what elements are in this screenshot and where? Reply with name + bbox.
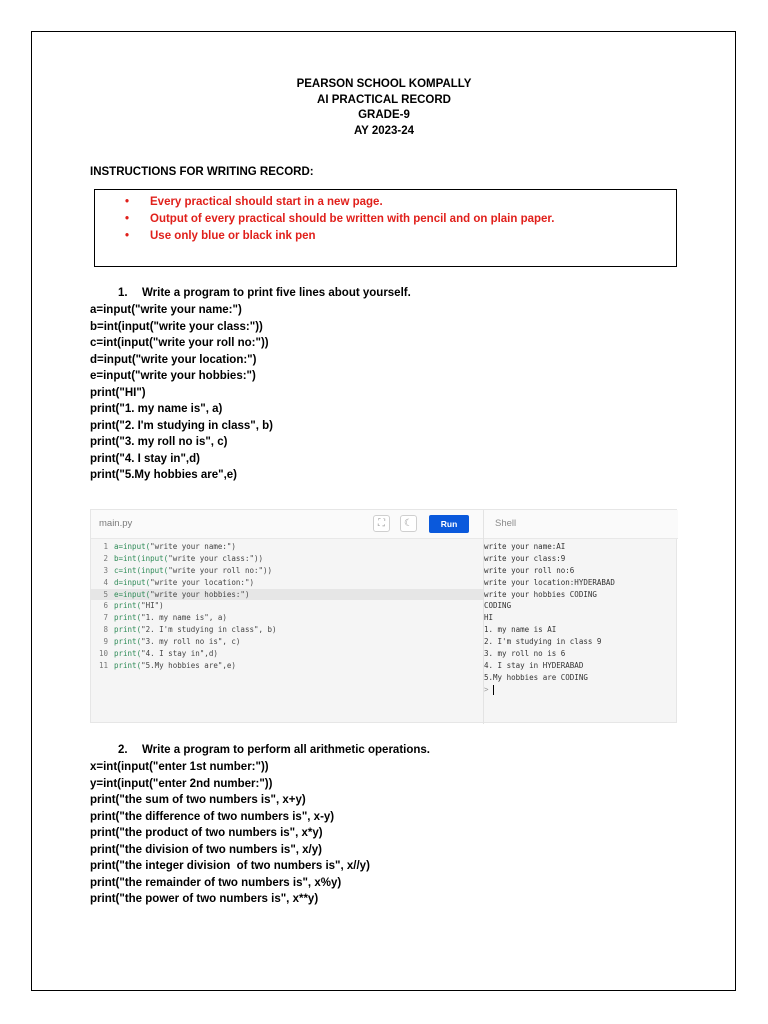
line-number: 4 (103, 577, 108, 587)
code-line: y=int(input("enter 2nd number:")) (90, 777, 273, 790)
bullet-icon: • (125, 213, 130, 225)
code-line: print("3. my roll no is", c) (90, 436, 228, 448)
school-name: PEARSON SCHOOL KOMPALLY (296, 78, 472, 90)
code-line: print("the sum of two numbers is", x+y) (90, 794, 306, 806)
line-number: 5 (103, 589, 108, 599)
shell-tab: Shell (495, 518, 517, 529)
code-text: "write your location:") (150, 577, 254, 587)
grade-label: GRADE-9 (358, 109, 410, 121)
code-text: "1. my name is", a) (141, 613, 227, 623)
line-number: 9 (103, 637, 108, 647)
code-text: "write your hobbies:") (150, 589, 250, 599)
instruction-item (125, 211, 554, 228)
line-number: 3 (103, 565, 108, 575)
code-keyword: b=int(input( (114, 553, 169, 563)
practical-2-title (118, 744, 430, 756)
code-line: print("the difference of two numbers is", x-y) (90, 810, 335, 823)
editor-line[interactable] (91, 589, 483, 601)
shell-line: 5.My hobbies are CODING (484, 672, 588, 682)
ide-screenshot (90, 509, 677, 723)
editor-line[interactable] (91, 565, 483, 577)
instructions-list (125, 194, 554, 245)
code-line: print("4. I stay in",d) (90, 452, 200, 465)
code-line: c=int(input("write your roll no:")) (90, 337, 269, 349)
code-text: "write your roll no:")) (168, 565, 273, 575)
practical-2-number: 2. (118, 744, 128, 756)
practical-2-title-text: Write a program to perform all arithmetic operations. (142, 744, 430, 756)
editor-line[interactable] (91, 624, 483, 636)
shell-line: write your hobbies CODING (484, 589, 597, 599)
code-keyword: d=input( (114, 577, 151, 587)
editor-line[interactable] (91, 636, 483, 648)
shell-prompt[interactable] (484, 684, 615, 696)
code-line: d=input("write your location:") (90, 353, 257, 366)
code-text: "write your class:")) (168, 553, 264, 563)
editor-line[interactable] (91, 553, 483, 565)
shell-line: write your class:9 (484, 553, 566, 563)
line-number: 2 (103, 553, 108, 563)
code-line: b=int(input("write your class:")) (90, 320, 263, 333)
code-line: e=input("write your hobbies:") (90, 370, 256, 382)
code-line: print("5.My hobbies are",e) (90, 469, 238, 481)
code-keyword: print( (114, 625, 142, 635)
shell-line: write your location:HYDERABAD (484, 577, 615, 587)
code-editor[interactable] (91, 541, 483, 672)
code-text: "3. my roll no is", c) (141, 637, 241, 647)
practical-2-code (90, 759, 370, 908)
file-tab[interactable]: main.py (99, 518, 133, 529)
instruction-item (125, 228, 554, 245)
code-keyword: print( (114, 660, 142, 670)
code-line: print("1. my name is", a) (90, 403, 223, 415)
code-keyword: print( (114, 613, 142, 623)
editor-line[interactable] (91, 541, 483, 553)
code-line: print("the division of two numbers is", x/y) (90, 843, 322, 856)
shell-output[interactable] (484, 541, 615, 696)
code-keyword: c=int(input( (114, 565, 169, 575)
code-keyword: a=input( (114, 542, 151, 551)
code-line: print("HI") (90, 386, 146, 399)
instructions-box (94, 189, 677, 267)
moon-icon[interactable]: ☾ (400, 515, 417, 532)
prompt-icon: > (484, 684, 489, 694)
editor-line[interactable] (91, 577, 483, 589)
code-text: "5.My hobbies are",e) (141, 660, 236, 670)
shell-line: 1. my name is AI (484, 625, 557, 635)
code-line: print("the product of two numbers is", x*y) (90, 827, 323, 839)
line-number: 10 (98, 649, 108, 659)
editor-line[interactable] (91, 612, 483, 624)
instruction-text: Use only blue or black ink pen (150, 230, 316, 242)
shell-line: CODING (484, 601, 512, 611)
shell-line: 3. my roll no is 6 (484, 649, 566, 659)
shell-line: 2. I'm studying in class 9 (484, 637, 602, 647)
editor-line[interactable] (91, 660, 483, 672)
code-line: print("2. I'm studying in class", b) (90, 419, 273, 432)
ide-toolbar (91, 510, 678, 539)
practical-1-title (118, 287, 411, 299)
record-title: AI PRACTICAL RECORD (317, 93, 451, 106)
line-number: 1 (103, 542, 108, 551)
code-keyword: print( (114, 601, 142, 611)
run-button[interactable]: Run (429, 515, 469, 533)
code-keyword: print( (114, 649, 142, 659)
fullscreen-icon[interactable]: ⛶ (373, 515, 390, 532)
instructions-heading: INSTRUCTIONS FOR WRITING RECORD: (90, 166, 314, 178)
shell-line: write your roll no:6 (484, 565, 575, 575)
shell-line: 4. I stay in HYDERABAD (484, 660, 584, 670)
shell-line: HI (484, 613, 494, 623)
line-number: 7 (103, 613, 108, 623)
instruction-text: Every practical should start in a new page. (150, 196, 383, 208)
bullet-icon: • (125, 230, 130, 242)
bullet-icon: • (125, 196, 130, 208)
code-line: print("the integer division of two numbers is", x//y) (90, 860, 370, 872)
practical-1-number: 1. (118, 287, 128, 299)
line-number: 11 (98, 660, 108, 670)
code-text: "write your name:") (150, 542, 236, 551)
code-line: print("the remainder of two numbers is", x%y) (90, 876, 342, 889)
code-line: a=input("write your name:") (90, 304, 242, 316)
text-cursor (493, 685, 494, 695)
editor-line[interactable] (91, 600, 483, 612)
line-number: 8 (103, 625, 108, 635)
practical-1-title-text: Write a program to print five lines about yourself. (142, 287, 411, 299)
code-text: "2. I'm studying in class", b) (141, 625, 277, 635)
instruction-text: Output of every practical should be written with pencil and on plain paper. (150, 213, 555, 225)
editor-line[interactable] (91, 648, 483, 660)
code-text: "HI") (141, 601, 164, 611)
code-keyword: print( (114, 637, 142, 647)
code-text: "4. I stay in",d) (141, 649, 218, 659)
practical-1-code (90, 302, 273, 484)
document-header (0, 77, 768, 139)
instruction-item (125, 194, 554, 211)
code-keyword: e=input( (114, 589, 151, 599)
shell-line: write your name:AI (484, 542, 566, 551)
code-line: x=int(input("enter 1st number:")) (90, 761, 269, 773)
code-line: print("the power of two numbers is", x**y) (90, 893, 319, 905)
academic-year: AY 2023-24 (353, 124, 415, 137)
line-number: 6 (103, 601, 108, 611)
